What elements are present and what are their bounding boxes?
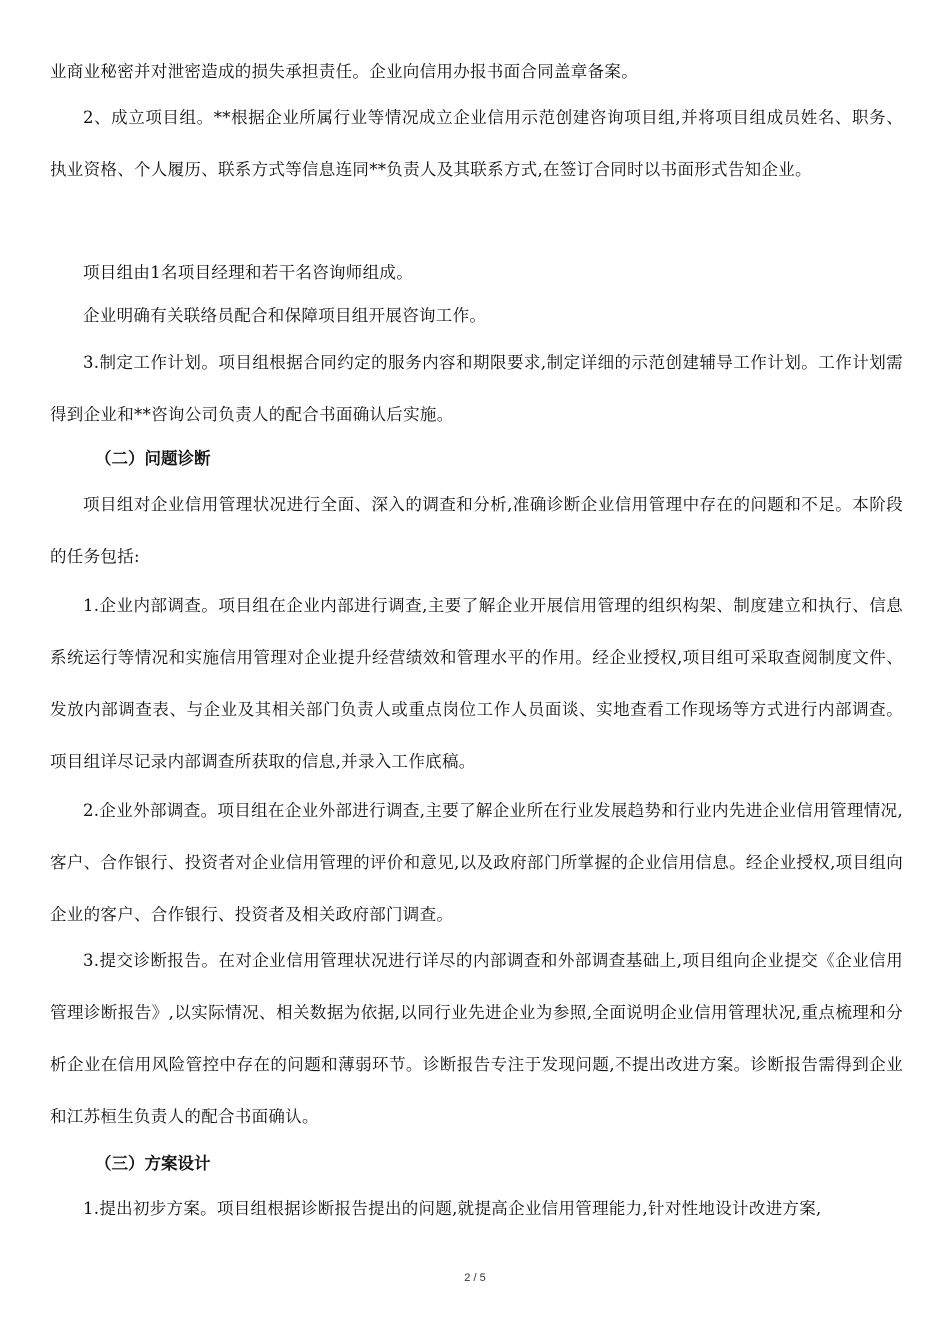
paragraph: 项目组由1名项目经理和若干名咨询师组成。 bbox=[83, 263, 413, 282]
paragraph: 项目组对企业信用管理状况进行全面、深入的调查和分析,准确诊断企业信用管理中存在的问题和不足。本阶段的任务包括: bbox=[50, 495, 903, 566]
paragraph: 1.提出初步方案。项目组根据诊断报告提出的问题,就提高企业信用管理能力,针对性地设计改进方案, bbox=[83, 1199, 822, 1218]
paragraph: 3.制定工作计划。项目组根据合同约定的服务内容和期限要求,制定详细的示范创建辅导工作计划。工作计划需得到企业和**咨询公司负责人的配合书面确认后实施。 bbox=[50, 353, 903, 424]
paragraph: 2、成立项目组。**根据企业所属行业等情况成立企业信用示范创建咨询项目组,并将项目组成员姓名、职务、执业资格、个人履历、联系方式等信息连同**负责人及其联系方式,在签订合同时以书面形式告知企业。 bbox=[50, 108, 903, 179]
section-heading: （三）方案设计 bbox=[95, 1154, 211, 1173]
paragraph: 企业明确有关联络员配合和保障项目组开展咨询工作。 bbox=[83, 306, 487, 325]
paragraph: 1.企业内部调查。项目组在企业内部进行调查,主要了解企业开展信用管理的组织构架、制度建立和执行、信息系统运行等情况和实施信用管理对企业提升经营绩效和管理水平的作用。经企业授权,项目组可采取查阅制度文件、发放内部调查表、与企业及其相关部门负责人或重点岗位工作人员面谈、实地查看工作现场等方式进行内部调查。项目组详尽记录内部调查所获取的信息,并录入工作底稿。 bbox=[50, 596, 903, 771]
paragraph: 3.提交诊断报告。在对企业信用管理状况进行详尽的内部调查和外部调查基础上,项目组向企业提交《企业信用管理诊断报告》,以实际情况、相关数据为依据,以同行业先进企业为参照,全面说明企业信用管理状况,重点梳理和分析企业在信用风险管控中存在的问题和薄弱环节。诊断报告专注于发现问题,不提出改进方案。诊断报告需得到企业和江苏桓生负责人的配合书面确认。 bbox=[50, 951, 903, 1126]
section-heading: （二）问题诊断 bbox=[95, 449, 211, 468]
paragraph: 2.企业外部调查。项目组在企业外部进行调查,主要了解企业所在行业发展趋势和行业内先进企业信用管理情况,客户、合作银行、投资者对企业信用管理的评价和意见,以及政府部门所掌握的企业信用信息。经企业授权,项目组向企业的客户、合作银行、投资者及相关政府部门调查。 bbox=[50, 801, 903, 924]
page-number: 2 / 5 bbox=[464, 1272, 486, 1284]
paragraph: 业商业秘密并对泄密造成的损失承担责任。企业向信用办报书面合同盖章备案。 bbox=[50, 62, 638, 81]
